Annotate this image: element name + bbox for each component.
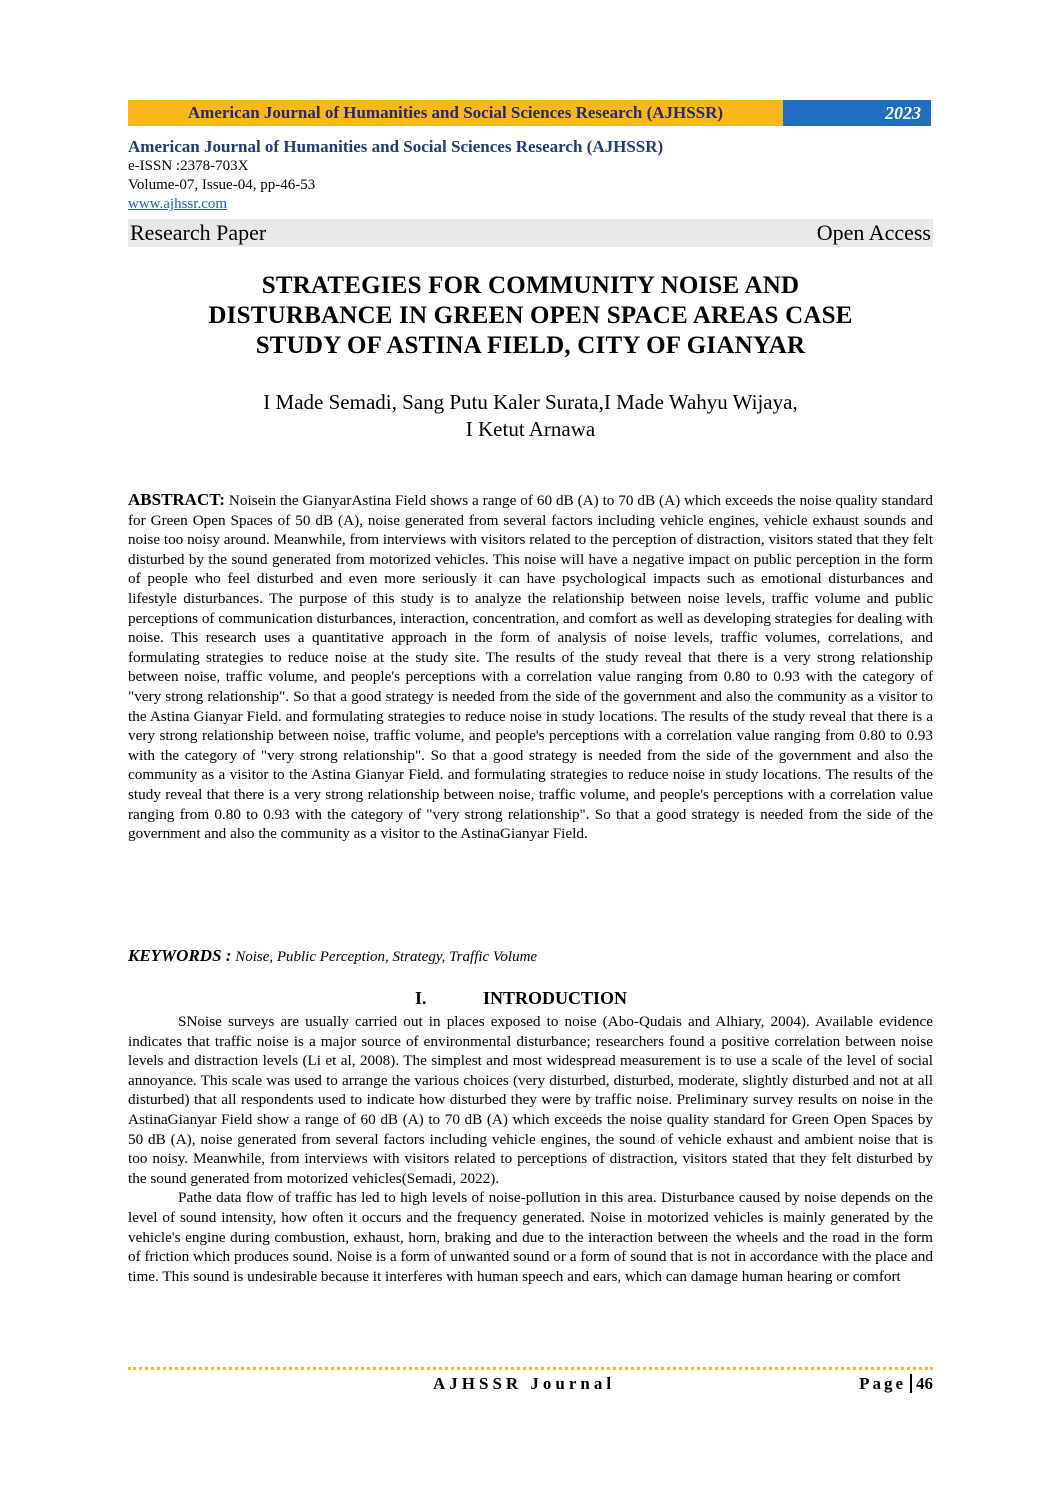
footer-journal: AJHSSR Journal: [433, 1374, 616, 1393]
access-type: Open Access: [816, 220, 931, 245]
abstract: [128, 490, 933, 844]
paper-type-bar: [128, 219, 933, 247]
abstract-label: ABSTRACT:: [128, 490, 225, 509]
header-journal-name: American Journal of Humanities and Social Sciences Research (AJHSSR): [128, 100, 783, 126]
paragraph: SNoise surveys are usually carried out in places exposed to noise (Abo-Qudais and Alhiary, 2004). Available evidence indicates that traffic noise is a major source of environmental disturbance; researchers found a positive correlation between noise levels and distraction levels (Li et al, 2008). The simplest and most widespread measurement is to use a scale of the level of social annoyance. This scale was used to arrange the various choices (very disturbed, disturbed, moderate, slightly disturbed and not at all disturbed) that all respondents used to indicate how disturbed they were by traffic noise. Preliminary survey results on noise in the AstinaGianyar Field show a range of 60 dB (A) to 70 dB (A) which exceeds the noise quality standard for Green Open Spaces by 50 dB (A), noise generated from several factors including vehicle engines, the sound of vehicle exhaust and ambient noise that is too noisy. Meanwhile, from interviews with visitors related to perceptions of distraction, visitors stated that they felt disturbed by the sound generated from motorized vehicles(Semadi, 2022).: [128, 1013, 933, 1187]
page-label: Page: [859, 1374, 906, 1393]
title-line: STRATEGIES FOR COMMUNITY NOISE AND: [261, 272, 800, 299]
footer-divider: [128, 1367, 933, 1370]
journal-info: [128, 137, 663, 214]
keywords-label: KEYWORDS :: [128, 946, 232, 965]
issn: e-ISSN :2378-703X: [128, 158, 249, 174]
page-number: 46: [910, 1374, 933, 1393]
introduction-body: [128, 1012, 933, 1286]
section-heading: [128, 988, 933, 1010]
journal-header-bar: [128, 100, 931, 126]
paper-title: [128, 271, 933, 361]
section-number: I.: [415, 988, 427, 1008]
title-line: DISTURBANCE IN GREEN OPEN SPACE AREAS CASE: [208, 302, 853, 329]
paper-type: Research Paper: [130, 220, 267, 245]
authors-line: I Ketut Arnawa: [465, 417, 596, 441]
page-indicator: [859, 1374, 933, 1394]
authors: [128, 389, 933, 443]
paragraph: Pathe data flow of traffic has led to high levels of noise-pollution in this area. Disturbance caused by noise depends on the level of sound intensity, how often it occurs and the frequency generated. Noise in motorized vehicles is mainly generated by the vehicle's engine during combustion, exhaust, horn, braking and due to the interaction between the wheels and the road in the form of friction which produces sound. Noise is a form of unwanted sound or a form of sound that is not in accordance with the place and time. This sound is undesirable because it interferes with human speech and ears, which can damage human hearing or comfort: [128, 1189, 933, 1285]
keywords-text: Noise, Public Perception, Strategy, Traffic Volume: [235, 949, 538, 965]
volume-issue: Volume-07, Issue-04, pp-46-53: [128, 177, 316, 193]
journal-name: American Journal of Humanities and Social Sciences Research (AJHSSR): [128, 137, 664, 156]
authors-line: I Made Semadi, Sang Putu Kaler Surata,I Made Wahyu Wijaya,: [263, 390, 798, 414]
section-title: INTRODUCTION: [483, 988, 628, 1008]
header-year: 2023: [783, 100, 931, 126]
title-line: STUDY OF ASTINA FIELD, CITY OF GIANYAR: [255, 332, 806, 359]
page-footer: [128, 1374, 933, 1398]
journal-website-link[interactable]: www.ajhssr.com: [128, 196, 228, 212]
keywords: [128, 946, 933, 966]
abstract-text: Noisein the GianyarAstina Field shows a range of 60 dB (A) to 70 dB (A) which exceeds the noise quality standard for Green Open Spaces of 50 dB (A), noise generated from several factors including vehicle engines, vehicle exhaust sounds and noise too noisy around. Meanwhile, from interviews with visitors related to the perception of distraction, visitors stated that they felt disturbed by the sound generated from motorized vehicles. This noise will have a negative impact on public perception in the form of people who feel disturbed and even more seriously it can have psychological impacts such as emotional disturbances and lifestyle disturbances. The purpose of this study is to analyze the relationship between noise levels, traffic volume and public perceptions of communication disturbances, interaction, concentration, and comfort as well as developing strategies for dealing with noise. This research uses a quantitative approach in the form of analysis of noise levels, traffic volumes, correlations, and formulating strategies to reduce noise at the study site. The results of the study reveal that there is a very strong relationship between noise, traffic volume, and people's perceptions with a correlation value ranging from 0.80 to 0.93 with the category of "very strong relationship". So that a good strategy is needed from the side of the government and also the community as a visitor to the Astina Gianyar Field. and formulating strategies to reduce noise in study locations. The results of the study reveal that there is a very strong relationship between noise, traffic volume, and people's perceptions with a correlation value ranging from 0.80 to 0.93 with the category of "very strong relationship". So that a good strategy is needed from the side of the government and also the community as a visitor to the Astina Gianyar Field. and formulating strategies to reduce noise in study locations. The results of the study reveal that there is a very strong relationship between noise, traffic volume, and people's perceptions with a correlation value ranging from 0.80 to 0.93 with the category of "very strong relationship". So that a good strategy is needed from the side of the government and also the community as a visitor to the AstinaGianyar Field.: [128, 492, 934, 843]
